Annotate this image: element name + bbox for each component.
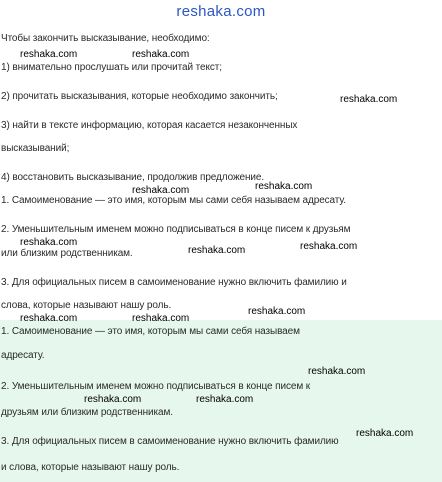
step-2: 2) прочитать высказывания, которые необходимо закончить; [1, 91, 278, 102]
step-3-continued: высказываний; [1, 143, 70, 154]
step-1: 1) внимательно прослушать или прочитай текст; [1, 62, 222, 73]
statement-2: 2. Уменьшительным именем можно подписываться в конце писем к друзьям [1, 224, 351, 235]
watermark: reshaka.com [300, 241, 358, 252]
watermark: reshaka.com [20, 49, 78, 60]
statement-2-continued: или близким родственникам. [1, 248, 133, 259]
answer-line-6: и слова, которые называют нашу роль. [1, 462, 180, 473]
watermark: reshaka.com [255, 181, 313, 192]
answer-line-1: 1. Самоименование — это имя, которым мы сами себя называем [1, 326, 300, 337]
answer-line-5: 3. Для официальных писем в самоименование нужно включить фамилию [1, 436, 339, 447]
answer-line-3: 2. Уменьшительным именем можно подписываться в конце писем к [1, 381, 311, 392]
statement-1: 1. Самоименование — это имя, которым мы сами себя называем адресату. [1, 195, 346, 206]
site-title: reshaka.com [176, 3, 266, 20]
watermark: reshaka.com [20, 237, 78, 248]
watermark: reshaka.com [196, 394, 254, 405]
watermark: reshaka.com [132, 313, 190, 324]
statement-3: 3. Для официальных писем в самоименование нужно включить фамилию и [1, 277, 347, 288]
watermark: reshaka.com [84, 394, 142, 405]
watermark: reshaka.com [132, 49, 190, 60]
watermark: reshaka.com [132, 185, 190, 196]
watermark: reshaka.com [188, 245, 246, 256]
answer-line-2: адресату. [1, 350, 45, 361]
watermark: reshaka.com [20, 313, 78, 324]
statement-3-continued: слова, которые называют нашу роль. [1, 300, 172, 311]
answer-line-4: друзьям или близким родственникам. [1, 407, 173, 418]
watermark: reshaka.com [340, 94, 398, 105]
watermark: reshaka.com [308, 366, 366, 377]
watermark: reshaka.com [356, 428, 414, 439]
watermark: reshaka.com [248, 306, 306, 317]
step-4: 4) восстановить высказывание, продолжив предложение. [1, 172, 265, 183]
step-3: 3) найти в тексте информацию, которая касается незаконченных [1, 120, 298, 131]
intro-text: Чтобы закончить высказывание, необходимо: [1, 33, 210, 44]
